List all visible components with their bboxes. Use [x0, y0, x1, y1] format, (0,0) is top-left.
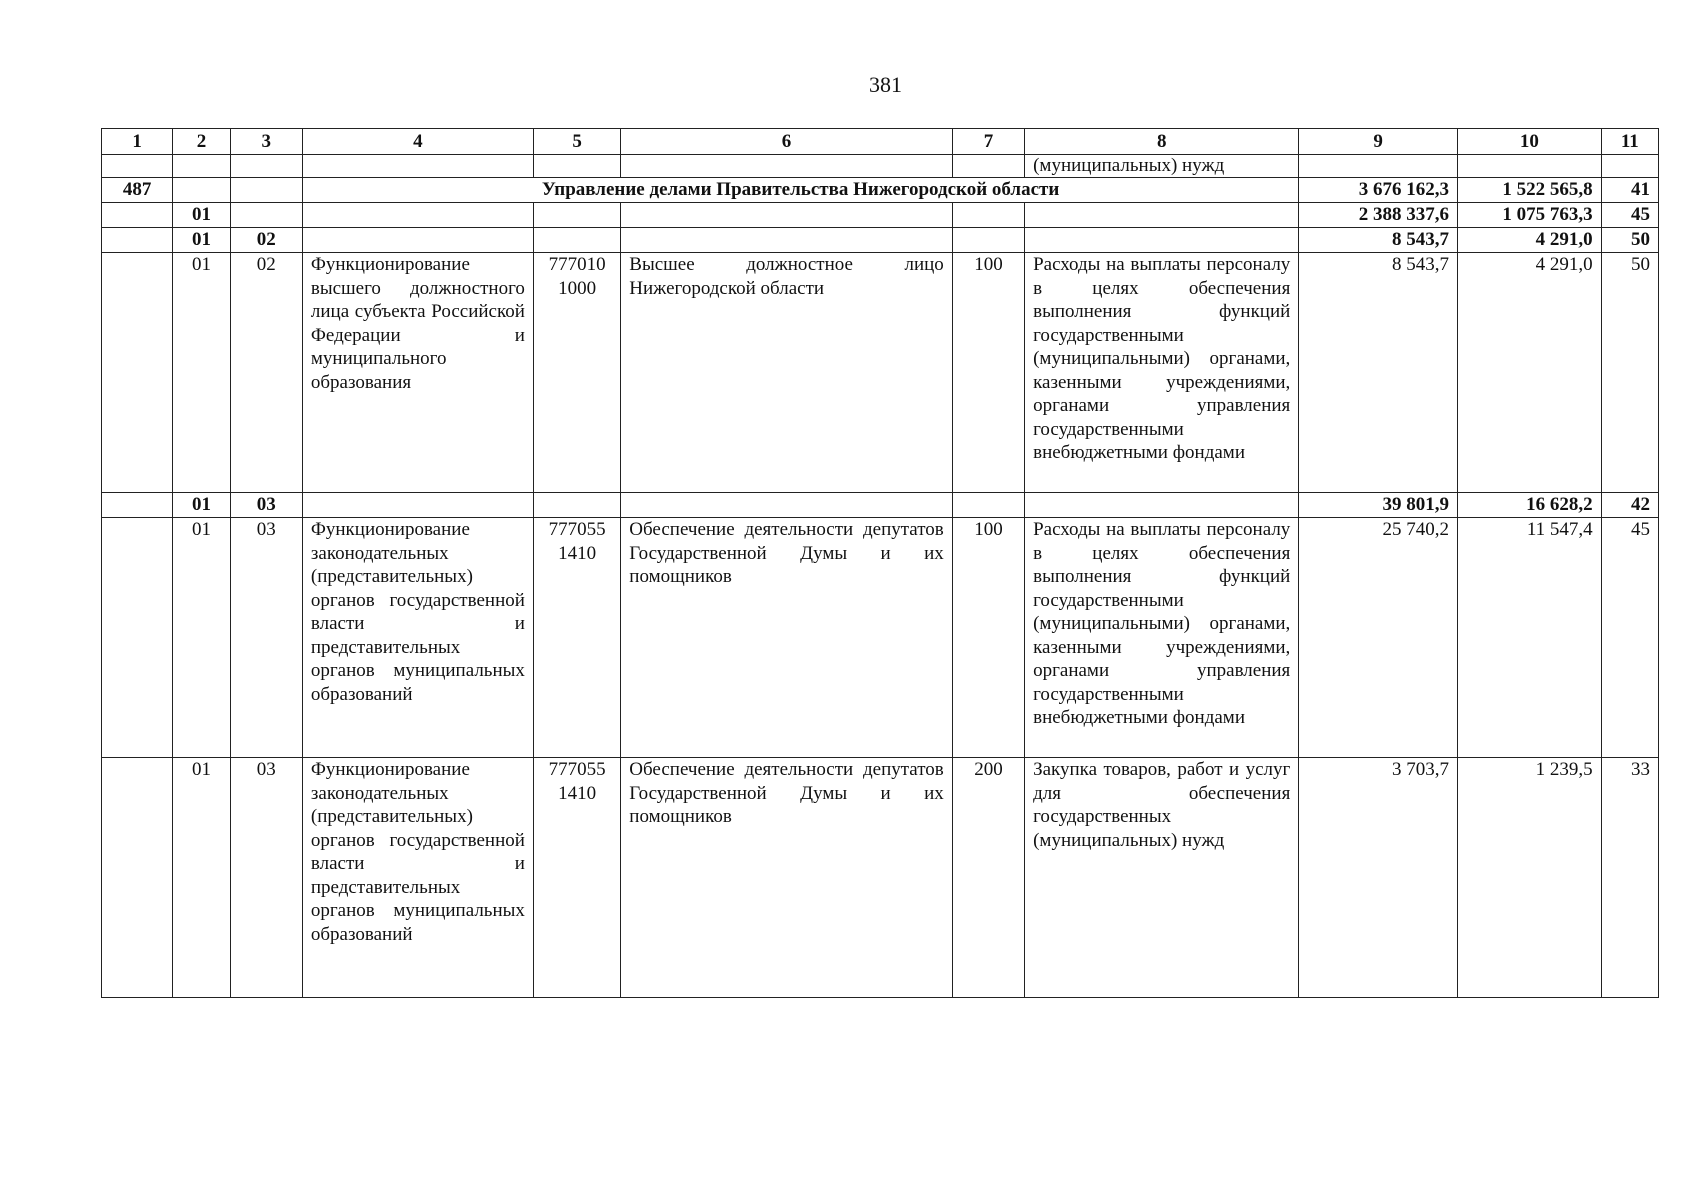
row-expense-type-code: 200	[952, 758, 1024, 998]
row-section-code: 01	[173, 518, 230, 758]
header-cell: 10	[1458, 129, 1602, 155]
row-col11: 50	[1601, 253, 1658, 493]
header-cell: 3	[230, 129, 302, 155]
section-col9: 2 388 337,6	[1299, 203, 1458, 228]
header-cell: 6	[621, 129, 952, 155]
row-section-code: 01	[173, 758, 230, 998]
subsection-section-code: 01	[173, 493, 230, 518]
row-col11: 33	[1601, 758, 1658, 998]
subsection-col9: 8 543,7	[1299, 228, 1458, 253]
subsection-code: 03	[230, 493, 302, 518]
table-row	[102, 518, 1659, 758]
department-col9: 3 676 162,3	[1299, 178, 1458, 203]
header-cell: 8	[1025, 129, 1299, 155]
header-cell: 2	[173, 129, 230, 155]
row-col9: 25 740,2	[1299, 518, 1458, 758]
row-col11: 45	[1601, 518, 1658, 758]
subsection-col10: 16 628,2	[1458, 493, 1602, 518]
subsection-code: 02	[230, 228, 302, 253]
row-expense-type-name: Расходы на выплаты персоналу в целях обеспечения выполнения функций государственными (муниципальными) органами, казенными учреждениями, органами управления государственными внебюджетными фондами	[1025, 253, 1299, 493]
department-col11: 41	[1601, 178, 1658, 203]
section-col11: 45	[1601, 203, 1658, 228]
header-cell: 1	[102, 129, 173, 155]
page-number: 381	[869, 72, 902, 97]
table-header-row	[102, 129, 1659, 155]
row-function-name: Функционирование законодательных (представительных) органов государственной власти и представительных органов муниципальных образований	[302, 758, 533, 998]
continuation-text: (муниципальных) нужд	[1025, 155, 1299, 178]
header-cell: 5	[533, 129, 620, 155]
row-target-code: 777055 1410	[533, 758, 620, 998]
row-function-name: Функционирование законодательных (представительных) органов государственной власти и представительных органов муниципальных образований	[302, 518, 533, 758]
header-cell: 7	[952, 129, 1024, 155]
table-row	[102, 758, 1659, 998]
row-expense-type-code: 100	[952, 518, 1024, 758]
row-target-name: Обеспечение деятельности депутатов Государственной Думы и их помощников	[621, 518, 952, 758]
row-section-code: 01	[173, 253, 230, 493]
department-col10: 1 522 565,8	[1458, 178, 1602, 203]
row-expense-type-name: Расходы на выплаты персоналу в целях обеспечения выполнения функций государственными (муниципальными) органами, казенными учреждениями, органами управления государственными внебюджетными фондами	[1025, 518, 1299, 758]
row-col10: 11 547,4	[1458, 518, 1602, 758]
row-col9: 3 703,7	[1299, 758, 1458, 998]
budget-table	[101, 128, 1659, 998]
subsection-row	[102, 493, 1659, 518]
row-expense-type-name: Закупка товаров, работ и услуг для обеспечения государственных (муниципальных) нужд	[1025, 758, 1299, 998]
row-subsection-code: 03	[230, 758, 302, 998]
section-col10: 1 075 763,3	[1458, 203, 1602, 228]
row-subsection-code: 02	[230, 253, 302, 493]
row-col10: 4 291,0	[1458, 253, 1602, 493]
row-function-name: Функционирование высшего должностного лица субъекта Российской Федерации и муниципального образования	[302, 253, 533, 493]
row-target-code: 777010 1000	[533, 253, 620, 493]
subsection-col9: 39 801,9	[1299, 493, 1458, 518]
subsection-col11: 50	[1601, 228, 1658, 253]
row-subsection-code: 03	[230, 518, 302, 758]
department-title: Управление делами Правительства Нижегородской области	[302, 178, 1298, 203]
row-expense-type-code: 100	[952, 253, 1024, 493]
header-cell: 11	[1601, 129, 1658, 155]
header-cell: 9	[1299, 129, 1458, 155]
section-row	[102, 203, 1659, 228]
row-col10: 1 239,5	[1458, 758, 1602, 998]
header-cell: 4	[302, 129, 533, 155]
subsection-col11: 42	[1601, 493, 1658, 518]
table-row	[102, 253, 1659, 493]
department-code: 487	[102, 178, 173, 203]
row-col9: 8 543,7	[1299, 253, 1458, 493]
department-row	[102, 178, 1659, 203]
row-target-name: Высшее должностное лицо Нижегородской области	[621, 253, 952, 493]
row-target-name: Обеспечение деятельности депутатов Государственной Думы и их помощников	[621, 758, 952, 998]
row-target-code: 777055 1410	[533, 518, 620, 758]
subsection-col10: 4 291,0	[1458, 228, 1602, 253]
subsection-row	[102, 228, 1659, 253]
section-code: 01	[173, 203, 230, 228]
subsection-section-code: 01	[173, 228, 230, 253]
continuation-row	[102, 155, 1659, 178]
